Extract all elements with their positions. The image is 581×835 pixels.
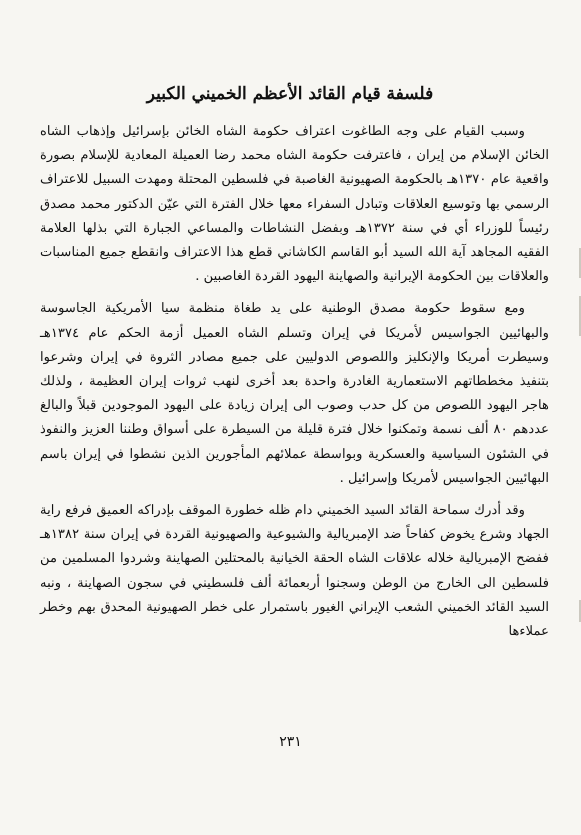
body-text (40, 120, 549, 652)
paragraph-2: ومع سقوط حكومة مصدق الوطنية على يد طغاة منظمة سيا الأمريكية الجاسوسة والبهائيين الجواسيس لأمريكا في إيران وتسلم الشاه العميل أزمة الحكم عام ١٣٧٤هـ وسيطرت أمريكا والإنكليز واللصوص الدوليين على جميع مصادر الثروة في إيران وشرعوا بتنفيذ مخططاتهم الاستعمارية الغادرة واحدة بعد أخرى لنهب ثروات إيران العظيمة ، ولذلك هاجر اليهود اللصوص من كل حدب وصوب الى إيران زيادة على اليهود الموجودين قبلاً والبالغ عددهم ٨٠ ألف نسمة وتمكنوا خلال فترة قليلة من السيطرة على أسواق وطننا العزيز والنفوذ في الشئون السياسية والعسكرية وبواسطة عملائهم المأجورين الذين نشطوا في إيران باسم البهائيين الجواسيس لأمريكا وإسرائيل . (40, 301, 549, 486)
page-number: ٢٣١ (279, 734, 302, 750)
paragraph-3: وقد أدرك سماحة القائد السيد الخميني دام ظله خطورة الموقف بإدراكه العميق فرفع راية الجهاد وشرع يخوض كفاحاً ضد الإمبريالية والشيوعية والصهيونية القردة في إيران سنة ١٣٨٢هـ ففضح الإمبريالية خلاله علاقات الشاه الحقة الخيانية بالمحتلين الصهاينة وشردوا المسلمين من فلسطين الى الخارج من الوطن وسجنوا أربعمائة ألف فلسطيني في سجون الصهاينة ، ونبه السيد القائد الخميني الشعب الإيراني الغيور باستمرار على خطر الصهيونية المحدق بهم وخطر عملاءها (40, 503, 549, 640)
chapter-title: فلسفة قيام القائد الأعظم الخميني الكبير (146, 84, 434, 104)
paragraph-1: وسبب القيام على وجه الطاغوت اعتراف حكومة الشاه الخائن بإسرائيل وإذهاب الشاه الخائن الإسلام من إيران ، فاعترفت حكومة الشاه محمد رضا العميلة المعادية للإسلام بصورة واقعية عام ١٣٧٠هـ بالحكومة الصهيونية الغاصبة في فلسطين المحتلة ومهدت السبيل للاعتراف الرسمي بها وتوسيع العلاقات وتبادل السفراء معها خلال الفترة التي عيّن الدكتور محمد مصدق رئيساً للوزراء أي في سنة ١٣٧٢هـ وبفضل النشاطات والمساعي الجبارة التي بذلها العلامة الفقيه المجاهد آية الله السيد أبو القاسم الكاشاني قطع هذا الاعتراف وانقطع جميع المناسبات والعلاقات بين الحكومة الإيرانية والصهاينة اليهود القردة الغاصبين . (40, 124, 549, 285)
